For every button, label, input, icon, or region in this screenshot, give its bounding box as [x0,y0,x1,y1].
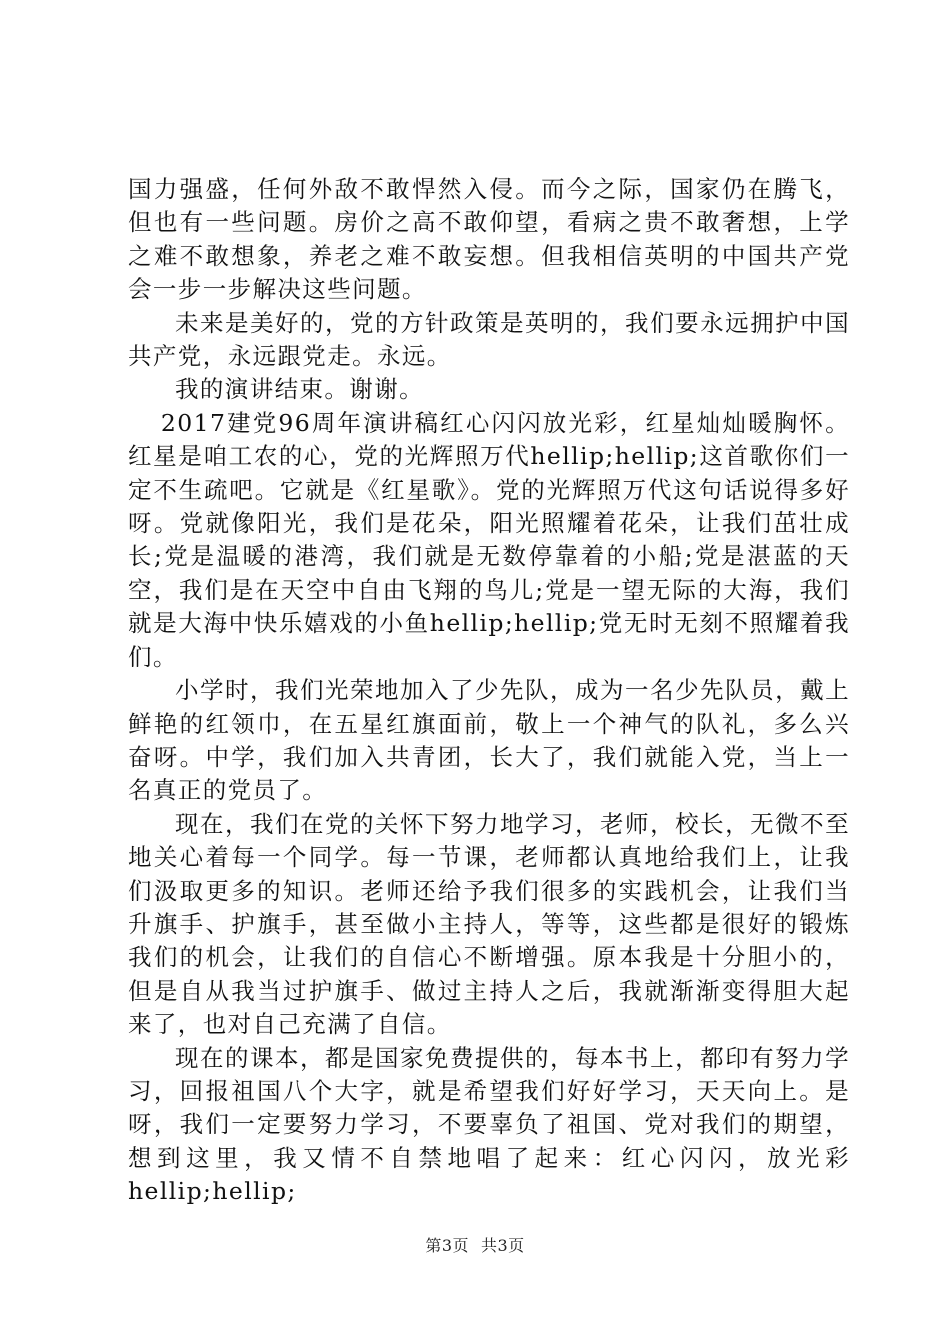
page-total: 共3页 [481,1236,525,1255]
paragraph-4: 2017建党96周年演讲稿红心闪闪放光彩，红星灿灿暖胸怀。红星是咱工农的心，党的光辉照万代hellip;hellip;这首歌你们一定不生疏吧。它就是《红星歌》。党的光辉照万代这句话说得多好呀。党就像阳光，我们是花朵，阳光照耀着花朵，让我们茁壮成长;党是温暖的港湾，我们就是无数停靠着的小船;党是湛蓝的天空，我们是在天空中自由飞翔的鸟儿;党是一望无际的大海，我们就是大海中快乐嬉戏的小鱼hellip;hellip;党无时无刻不照耀着我们。 [128,408,850,671]
page-footer [0,1233,950,1256]
page-number: 第3页 [425,1236,469,1255]
paragraph-7: 现在的课本，都是国家免费提供的，每本书上，都印有努力学习，回报祖国八个大字，就是希望我们好好学习，天天向上。是呀，我们一定要努力学习，不要辜负了祖国、党对我们的期望，想到这里，我又情不自禁地唱了起来：红心闪闪，放光彩hellip;hellip; [128,1043,850,1206]
paragraph-2: 未来是美好的，党的方针政策是英明的，我们要永远拥护中国共产党，永远跟党走。永远。 [128,308,850,371]
paragraph-6: 现在，我们在党的关怀下努力地学习，老师，校长，无微不至地关心着每一个同学。每一节课，老师都认真地给我们上，让我们汲取更多的知识。老师还给予我们很多的实践机会，让我们当升旗手、护旗手，甚至做小主持人，等等，这些都是很好的锻炼我们的机会，让我们的自信心不断增强。原本我是十分胆小的，但是自从我当过护旗手、做过主持人之后，我就渐渐变得胆大起来了，也对自己充满了自信。 [128,809,850,1039]
paragraph-1: 国力强盛，任何外敌不敢悍然入侵。而今之际，国家仍在腾飞，但也有一些问题。房价之高不敢仰望，看病之贵不敢奢想，上学之难不敢想象，养老之难不敢妄想。但我相信英明的中国共产党会一步一步解决这些问题。 [128,175,850,304]
paragraph-5: 小学时，我们光荣地加入了少先队，成为一名少先队员，戴上鲜艳的红领巾，在五星红旗面前，敬上一个神气的队礼，多么兴奋呀。中学，我们加入共青团，长大了，我们就能入党，当上一名真正的党员了。 [128,676,850,805]
paragraph-3: 我的演讲结束。谢谢。 [175,375,424,404]
document-body [128,173,850,1209]
